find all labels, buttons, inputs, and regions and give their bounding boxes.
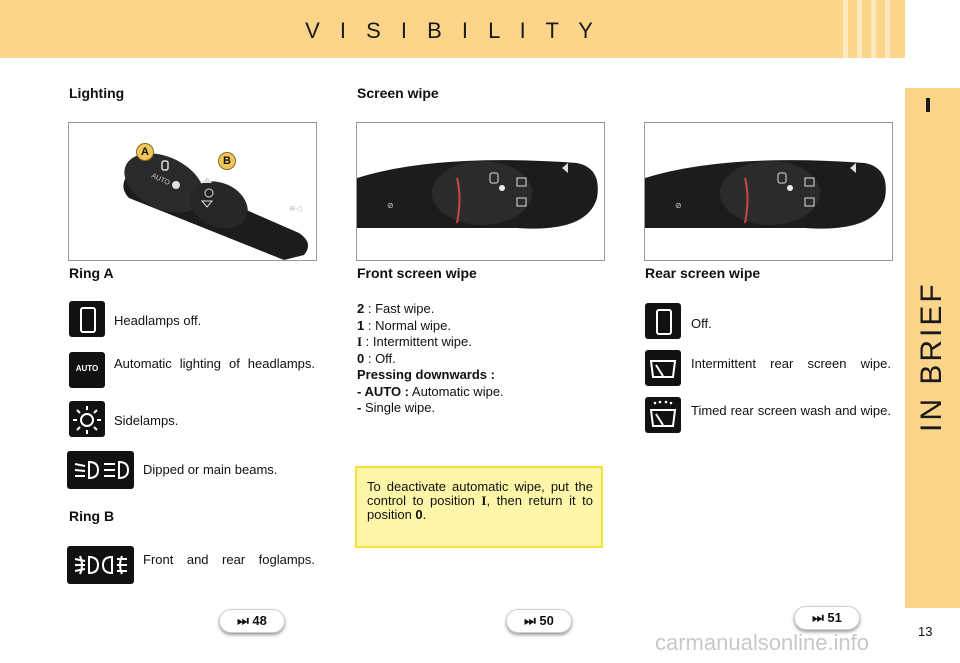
- lighting-heading: Lighting: [69, 85, 125, 101]
- ring-a-item-1: Headlamps off.: [114, 313, 202, 328]
- rear-wipe-item-2: Intermittent rear screen wipe.: [691, 356, 891, 371]
- ring-a-badge: A: [136, 143, 154, 161]
- fast-forward-icon: ⏭: [812, 610, 824, 625]
- fast-forward-icon: ⏭: [524, 613, 536, 628]
- page-number: 13: [918, 624, 933, 639]
- ring-a-item-4: Dipped or main beams.: [143, 462, 278, 477]
- headlamps-off-icon: [69, 301, 105, 337]
- front-wiper-stalk-photo: [356, 122, 605, 261]
- page-title: V I S I B I L I T Y: [305, 18, 600, 43]
- rear-wipe-heading: Rear screen wipe: [645, 265, 761, 281]
- fast-forward-icon: ⏭: [237, 613, 249, 628]
- ring-a-item-2: Automatic lighting of headlamps.: [114, 356, 315, 371]
- ring-b-item-1: Front and rear foglamps.: [143, 552, 315, 567]
- sidelamps-icon: [69, 401, 105, 437]
- rear-wipe-item-3: Timed rear screen wash and wipe.: [691, 403, 891, 418]
- ring-a-heading: Ring A: [69, 265, 114, 281]
- svg-text:≋◁: ≋◁: [289, 204, 302, 213]
- front-wipe-line-4: 0 : Off.: [357, 350, 396, 366]
- front-wipe-line-5: Pressing downwards :: [357, 367, 495, 382]
- foglamps-icon: [67, 546, 134, 584]
- front-wipe-line-6: - AUTO : Automatic wipe.: [357, 383, 504, 399]
- front-wipe-heading: Front screen wipe: [357, 265, 477, 281]
- note-text: To deactivate automatic wipe, put the control to position I, then return it to position 0.: [367, 479, 593, 522]
- front-wipe-line-3: I : Intermittent wipe.: [357, 334, 472, 349]
- rear-wiper-stalk-photo: [644, 122, 893, 261]
- front-wipe-line-2: 1 : Normal wipe.: [357, 317, 451, 333]
- intermittent-rear-wipe-icon: [645, 350, 681, 386]
- rear-wipe-off-icon: [645, 303, 681, 339]
- ring-b-heading: Ring B: [69, 508, 115, 524]
- screen-wipe-heading: Screen wipe: [357, 85, 439, 101]
- front-wipe-line-7: - Single wipe.: [357, 400, 436, 415]
- auto-lighting-icon: AUTO: [69, 352, 105, 388]
- watermark: carmanualsonline.info: [655, 630, 870, 655]
- svg-text:AUTO: AUTO: [150, 172, 171, 187]
- ref-link-51[interactable]: ⏭ 51: [794, 606, 860, 630]
- rear-wipe-item-1: Off.: [691, 316, 712, 331]
- sidebar-label: IN BRIEF: [915, 281, 948, 432]
- section-mark: [926, 98, 930, 112]
- ref-link-48[interactable]: ⏭ 48: [219, 609, 285, 633]
- front-wipe-list: [357, 301, 597, 417]
- svg-text:⊘: ⊘: [675, 201, 682, 210]
- front-wipe-line-1: 2 : Fast wipe.: [357, 301, 435, 316]
- ring-a-item-3: Sidelamps.: [114, 413, 179, 428]
- ring-b-badge: B: [218, 152, 236, 170]
- ref-link-50[interactable]: ⏭ 50: [506, 609, 572, 633]
- rear-wash-wipe-icon: [645, 397, 681, 433]
- svg-text:⊘: ⊘: [387, 201, 394, 210]
- lighting-stalk-photo: [68, 122, 317, 261]
- dipped-main-beam-icon: [67, 451, 134, 489]
